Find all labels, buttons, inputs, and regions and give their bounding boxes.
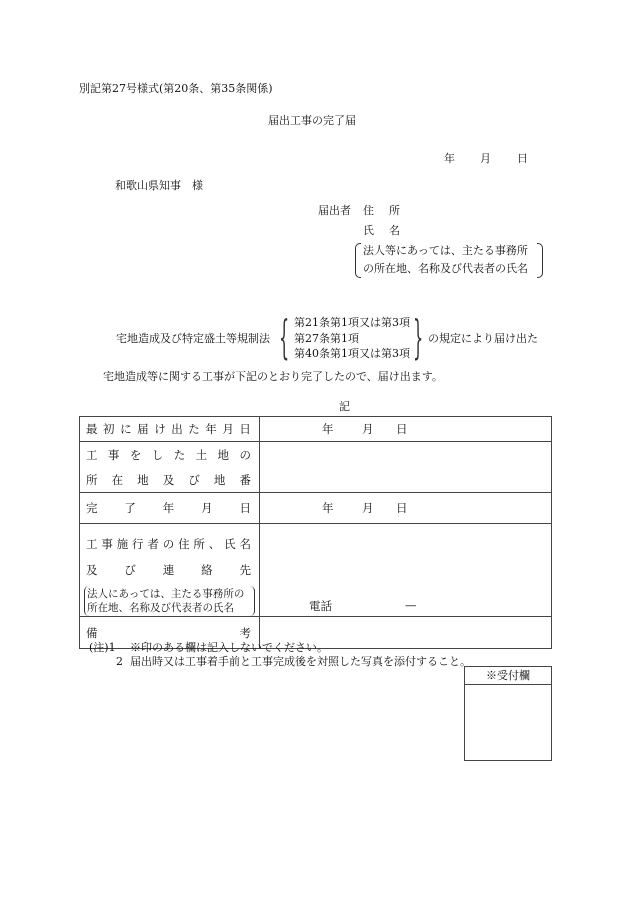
notifier-label: 届出者	[318, 204, 351, 217]
law-clause-2: 第27条第1項	[294, 332, 359, 345]
law-clause-1: 第21条第1項又は第3項	[294, 316, 410, 329]
law-suffix: の規定により届け出た	[428, 332, 538, 345]
row3-value[interactable]: 年 月 日	[260, 493, 552, 524]
law-name: 宅地造成及び特定盛土等規制法	[116, 332, 270, 345]
law-clause-3: 第40条第1項又は第3項	[294, 347, 410, 360]
row4-value[interactable]	[260, 524, 552, 617]
row3-label: 完 了 年 月 日	[80, 493, 260, 524]
row4-note	[84, 586, 255, 616]
notifier-note-line2: の所在地、名称及び代表者の氏名	[363, 262, 528, 275]
form-label: 別記第27号様式(第20条、第35条関係)	[79, 82, 273, 95]
law-brace-right: }	[413, 310, 424, 364]
notifier-note-bracket-left	[355, 243, 361, 278]
row1-value[interactable]: 年 月 日	[260, 417, 552, 442]
name-char-1: 氏	[363, 224, 374, 237]
notifier-note-bracket-right	[537, 243, 543, 278]
law-brace-left: {	[279, 310, 290, 364]
notes-label: (注)1	[89, 641, 116, 654]
row4-note-line2: 所在地、名称及び代表者の氏名	[87, 602, 234, 614]
row4-note-line1: 法人にあっては、主たる事務所の	[87, 588, 245, 600]
reception-header: ※受付欄	[465, 667, 551, 685]
name-char-2: 名	[389, 224, 400, 237]
note-2-number: 2	[116, 655, 123, 668]
page-title: 届出工事の完了届	[268, 114, 356, 127]
row2-label: 工 事 を し た 土 地 の 所 在 地 及 び 地 番	[80, 442, 260, 493]
row-contractor	[80, 524, 552, 617]
phone-dash: —	[405, 598, 417, 612]
row-completion-date	[80, 493, 552, 524]
reception-box	[464, 666, 552, 761]
row-first-notification-date	[80, 417, 552, 442]
row5-label: 備 考	[80, 617, 260, 649]
address-char-2: 所	[389, 204, 400, 217]
row4-label: 工 事 施 行 者 の 住 所 、 氏 名 及 び 連 絡 先 法人にあっては、主たる事務所の 所在地、名称及び代表者の氏名	[80, 524, 260, 617]
note-1: ※印のある欄は記入しないでください。	[130, 641, 328, 654]
addressee: 和歌山県知事 様	[115, 179, 203, 192]
ki-label: 記	[339, 400, 350, 413]
row1-label: 最 初 に 届 け 出 た 年 月 日	[80, 417, 260, 442]
row-land-location	[80, 442, 552, 493]
date-year: 年	[444, 152, 455, 165]
phone-label: 電話	[309, 599, 332, 613]
notifier-note-line1: 法人等にあっては、主たる事務所	[363, 244, 528, 257]
address-char-1: 住	[363, 204, 374, 217]
row2-value[interactable]	[260, 442, 552, 493]
date-day: 日	[517, 152, 528, 165]
statement: 宅地造成等に関する工事が下記のとおり完了したので、届け出ます。	[103, 370, 443, 383]
note-2: 届出時又は工事着手前と工事完成後を対照した写真を添付すること。	[130, 655, 471, 668]
completion-table	[79, 416, 552, 649]
date-month: 月	[480, 152, 491, 165]
